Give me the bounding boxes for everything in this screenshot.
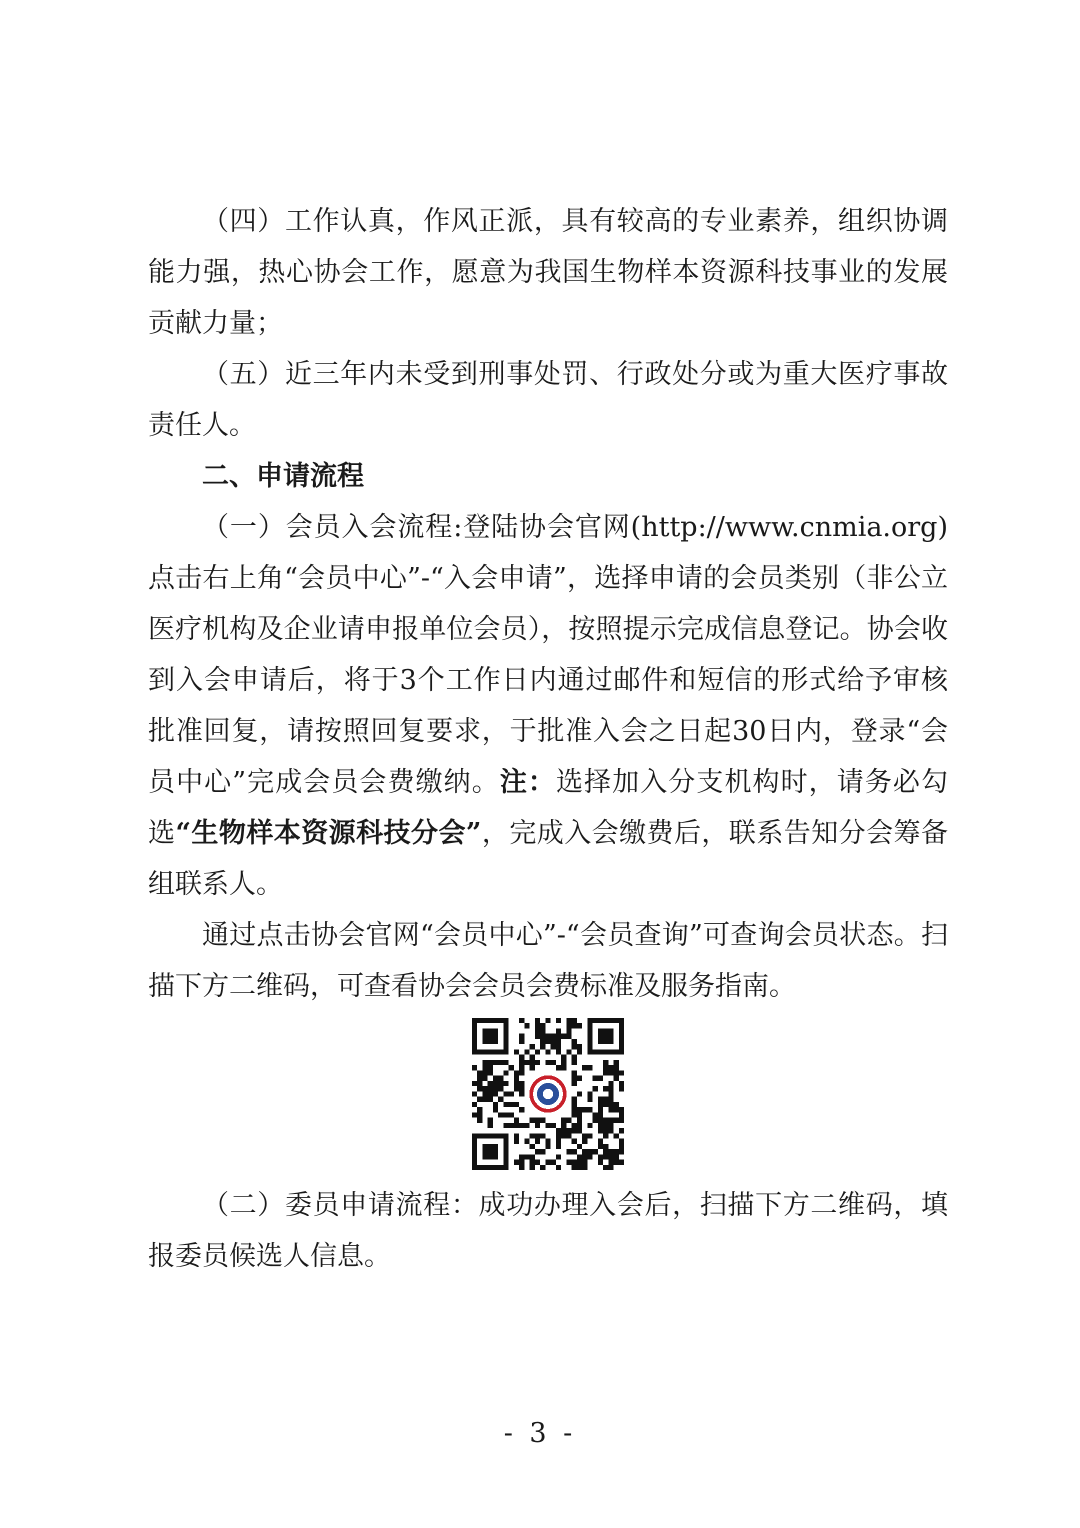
note-text-post: ，完成入会缴费后，联系告知分会筹备组联系人。: [148, 818, 949, 900]
page-number: - 3 -: [503, 1418, 577, 1449]
membership-process-paragraph: [148, 502, 948, 910]
member-query-paragraph: 通过点击协会官网“会员中心”-“会员查询”可查询会员状态。扫描下方二维码，可查看协会会员会费标准及服务指南。: [148, 920, 948, 1002]
criterion-item-4: （四）工作认真，作风正派，具有较高的专业素养，组织协调能力强，热心协会工作，愿意为我国生物样本资源科技事业的发展贡献力量；: [148, 206, 948, 339]
note-text-pre: 选择加入分支机构时，请务必勾选: [148, 767, 948, 849]
page-body: [148, 196, 948, 1282]
committee-process-label: （二）委员申请流程: [202, 1190, 451, 1221]
criterion-item-5: （五）近三年内未受到刑事处罚、行政处分或为重大医疗事故责任人。: [148, 359, 948, 441]
membership-process-label: （一）会员入会流程: [202, 512, 454, 543]
committee-process-paragraph: [148, 1180, 948, 1282]
note-label: 注：: [499, 767, 556, 798]
section-heading: 二、申请流程: [202, 461, 364, 492]
qr-code-image: [472, 1018, 624, 1170]
membership-process-text: :登陆协会官网(http://www.cnmia.org)点击右上角“会员中心”-“入会申请”，选择申请的会员类别（非公立医疗机构及企业请申报单位会员），按照提示完成信息登记。协会收到入会申请后，将于3个工作日内通过邮件和短信的形式给予审核批准回复，请按照回复要求，于批准入会之日起30日内，登录“会员中心”完成会员会费缴纳。: [148, 512, 948, 798]
branch-name-highlight: “生物样本资源科技分会”: [175, 818, 482, 849]
qr-code-container: [148, 1018, 948, 1170]
committee-process-text: ：成功办理入会后，扫描下方二维码，填报委员候选人信息。: [148, 1190, 949, 1272]
